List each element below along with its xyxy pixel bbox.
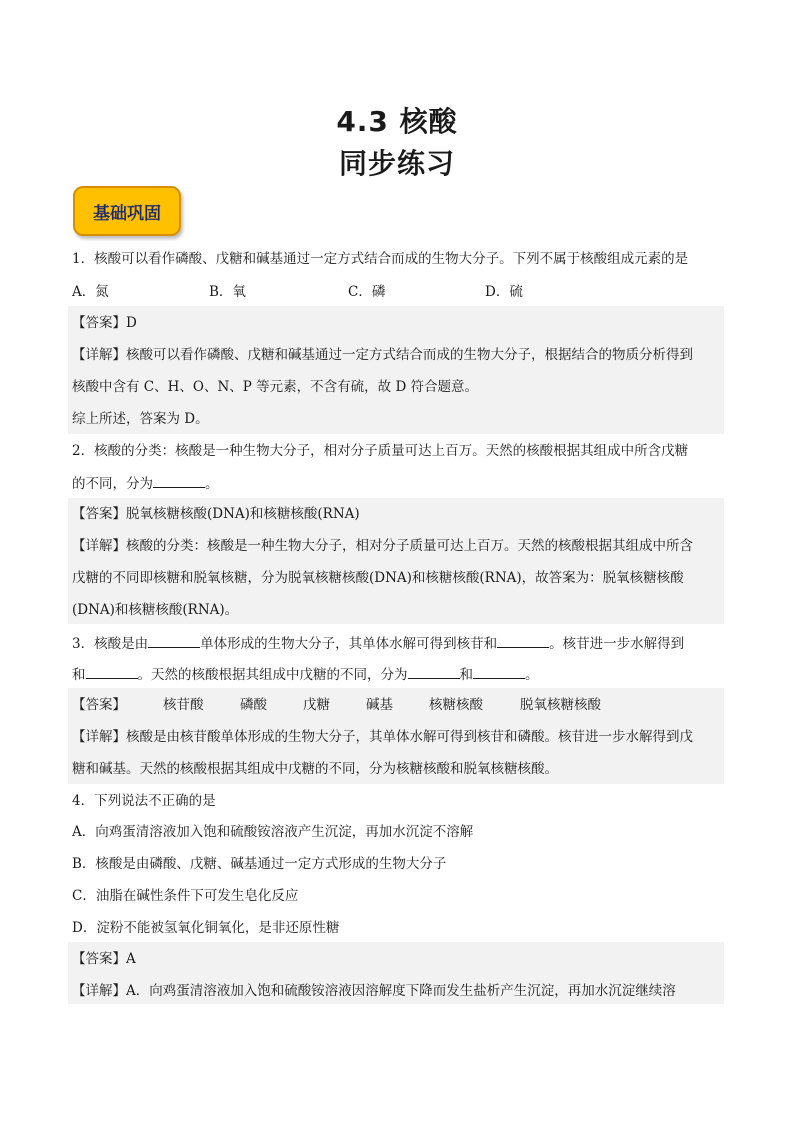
q3-text-1b: 单体形成的生物大分子，其单体水解可得到核苷和	[200, 636, 498, 652]
q1-option-d: D．硫	[485, 284, 523, 300]
page-title: 4.3 核酸	[336, 105, 458, 138]
q2-stem-text-a: 的不同，分为	[72, 476, 153, 492]
q1-detail-line-3: 综上所述，答案为 D。	[72, 411, 209, 427]
section-badge: 基础巩固	[73, 186, 181, 236]
q4-answer: 【答案】A	[72, 951, 136, 967]
q1-option-c: C．磷	[348, 284, 386, 300]
q3-answer-2: 磷酸	[240, 697, 267, 713]
q1-detail-line-2: 核酸中含有 C、H、O、N、P 等元素，不含有硫，故 D 符合题意。	[72, 379, 479, 395]
q3-detail-line-1: 【详解】核酸是由核苷酸单体形成的生物大分子，其单体水解可得到核苷和磷酸。核苷进一步水解得到戊	[72, 729, 693, 745]
q1-option-a: A．氮	[72, 284, 109, 300]
q1-options	[72, 282, 724, 302]
q2-stem-line-2	[72, 473, 724, 494]
q4-detail-line-1: 【详解】A．向鸡蛋清溶液加入饱和硫酸铵溶液因溶解度下降而发生盐析产生沉淀，再加水沉淀继续溶	[72, 983, 676, 999]
q3-blank-2	[497, 633, 549, 648]
q3-text-2a: 和	[72, 667, 86, 683]
q2-stem-line-1: 2．核酸的分类：核酸是一种生物大分子，相对分子质量可达上百万。天然的核酸根据其组成中所含戊糖	[72, 443, 689, 459]
q2-stem-text-b: 。	[205, 476, 219, 492]
q4-option-b: B．核酸是由磷酸、戊糖、碱基通过一定方式形成的生物大分子	[72, 856, 447, 872]
q3-blank-4	[408, 664, 460, 679]
q2-blank	[153, 473, 205, 488]
q3-text-1c: 。核苷进一步水解得到	[549, 636, 685, 652]
q3-answer-5: 核糖核酸	[429, 697, 483, 713]
q1-stem: 1．核酸可以看作磷酸、戊糖和碱基通过一定方式结合而成的生物大分子。下列不属于核酸组成元素的是	[72, 251, 689, 267]
q3-blank-3	[86, 664, 138, 679]
page-subtitle: 同步练习	[338, 147, 455, 180]
q4-option-c: C．油脂在碱性条件下可发生皂化反应	[72, 888, 299, 904]
q3-answer-4: 碱基	[366, 697, 393, 713]
q3-text-2b: 。天然的核酸根据其组成中戊糖的不同，分为	[137, 667, 408, 683]
q3-answer-row	[72, 695, 724, 715]
q3-stem-line-2	[72, 664, 724, 685]
q3-text-2d: 。	[525, 667, 539, 683]
q3-stem-line-1	[72, 633, 724, 654]
q1-option-b: B．氧	[209, 284, 246, 300]
q4-option-a: A．向鸡蛋清溶液加入饱和硫酸铵溶液产生沉淀，再加水沉淀不溶解	[72, 824, 474, 840]
q4-stem: 4．下列说法不正确的是	[72, 793, 216, 809]
q4-option-d: D．淀粉不能被氢氧化铜氧化，是非还原性糖	[72, 920, 340, 936]
q3-blank-5	[473, 664, 525, 679]
q2-detail-line-2: 戊糖的不同即核糖和脱氧核糖，分为脱氧核糖核酸(DNA)和核糖核酸(RNA)，故答案为：脱氧核糖核酸	[72, 570, 684, 586]
q3-text-1a: 3．核酸是由	[72, 636, 149, 652]
q2-answer: 【答案】脱氧核糖核酸(DNA)和核糖核酸(RNA)	[72, 506, 360, 522]
q3-answer-6: 脱氧核糖核酸	[520, 697, 601, 713]
q3-detail-line-2: 糖和碱基。天然的核酸根据其组成中戊糖的不同，分为核糖核酸和脱氧核糖核酸。	[72, 761, 558, 777]
q2-detail-line-1: 【详解】核酸的分类：核酸是一种生物大分子，相对分子质量可达上百万。天然的核酸根据其组成中所含	[72, 538, 693, 554]
q3-answer-label: 【答案】	[72, 697, 126, 713]
q1-answer: 【答案】D	[72, 315, 137, 331]
q3-answer-1: 核苷酸	[163, 697, 204, 713]
q3-text-2c: 和	[459, 667, 473, 683]
q1-detail-line-1: 【详解】核酸可以看作磷酸、戊糖和碱基通过一定方式结合而成的生物大分子，根据结合的物质分析得到	[72, 347, 693, 363]
q3-blank-1	[148, 633, 200, 648]
q2-detail-line-3: (DNA)和核糖核酸(RNA)。	[72, 602, 239, 618]
q3-answer-3: 戊糖	[303, 697, 330, 713]
